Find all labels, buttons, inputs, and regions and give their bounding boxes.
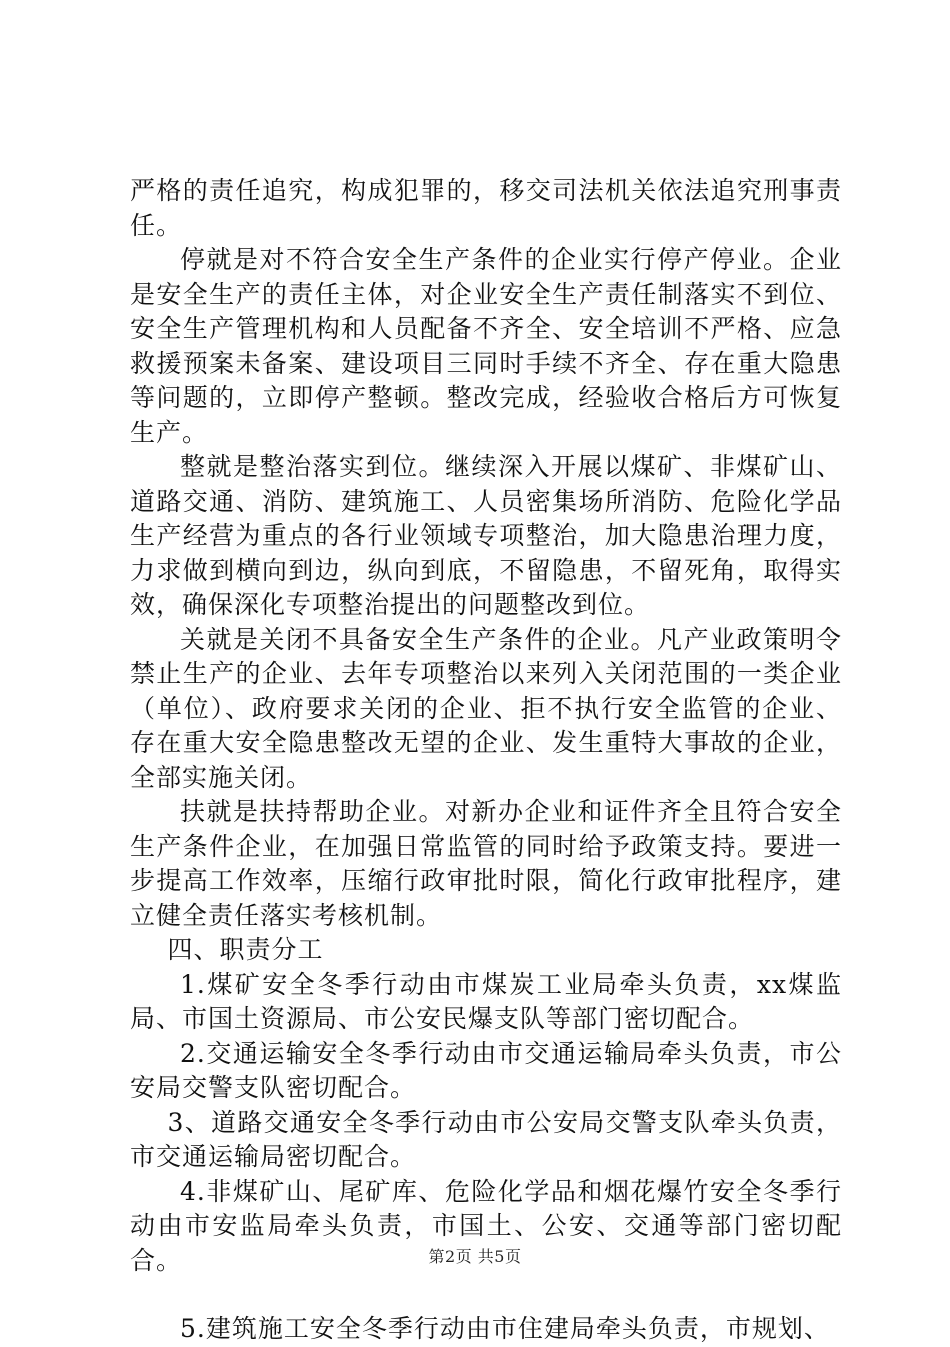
duty-item-2: 2.交通运输安全冬季行动由市交通运输局牵头负责，市公安局交警支队密切配合。 xyxy=(130,1038,842,1102)
paragraph-guan: 关就是关闭不具备安全生产条件的企业。凡产业政策明令禁止生产的企业、去年专项整治以来列入关闭范围的一类企业（单位）、政府要求关闭的企业、拒不执行安全监管的企业、存在重大安全隐患整改无望的企业、发生重特大事故的企业，全部实施关闭。 xyxy=(130,624,842,792)
paragraph-continuation: 严格的责任追究，构成犯罪的，移交司法机关依法追究刑事责任。 xyxy=(130,176,842,240)
paragraph-zheng: 整就是整治落实到位。继续深入开展以煤矿、非煤矿山、道路交通、消防、建筑施工、人员密集场所消防、危险化学品生产经营为重点的各行业领域专项整治，加大隐患治理力度，力求做到横向到边，纵向到底，不留隐患，不留死角，取得实效，确保深化专项整治提出的问题整改到位。 xyxy=(130,452,842,619)
paragraph-fu: 扶就是扶持帮助企业。对新办企业和证件齐全且符合安全生产条件企业，在加强日常监管的同时给予政策支持。要进一步提高工作效率，压缩行政审批时限，简化行政审批程序，建立健全责任落实考核机制。 xyxy=(130,797,842,930)
duty-item-5: 5.建筑施工安全冬季行动由市住建局牵头负责，市规划、 xyxy=(180,1314,830,1343)
paragraph-ting: 停就是对不符合安全生产条件的企业实行停产停业。企业是安全生产的责任主体，对企业安全生产责任制落实不到位、安全生产管理机构和人员配备不齐全、安全培训不严格、应急救援预案未备案、建设项目三同时手续不齐全、存在重大隐患等问题的，立即停产整顿。整改完成，经验收合格后方可恢复生产。 xyxy=(130,245,842,447)
duty-item-1: 1.煤矿安全冬季行动由市煤炭工业局牵头负责，xx煤监局、市国土资源局、市公安民爆支队等部门密切配合。 xyxy=(130,969,842,1033)
duty-item-4: 4.非煤矿山、尾矿库、危险化学品和烟花爆竹安全冬季行动由市安监局牵头负责，市国土、公安、交通等部门密切配合。 xyxy=(130,1176,842,1275)
section-heading-duties: 四、职责分工 xyxy=(167,935,324,964)
page-number-footer: 第2页 共5页 xyxy=(428,1247,522,1266)
paragraph-gap xyxy=(130,1278,842,1312)
duty-item-3: 3、道路交通安全冬季行动由市公安局交警支队牵头负责，市交通运输局密切配合。 xyxy=(130,1107,842,1171)
document-body xyxy=(130,174,842,1347)
